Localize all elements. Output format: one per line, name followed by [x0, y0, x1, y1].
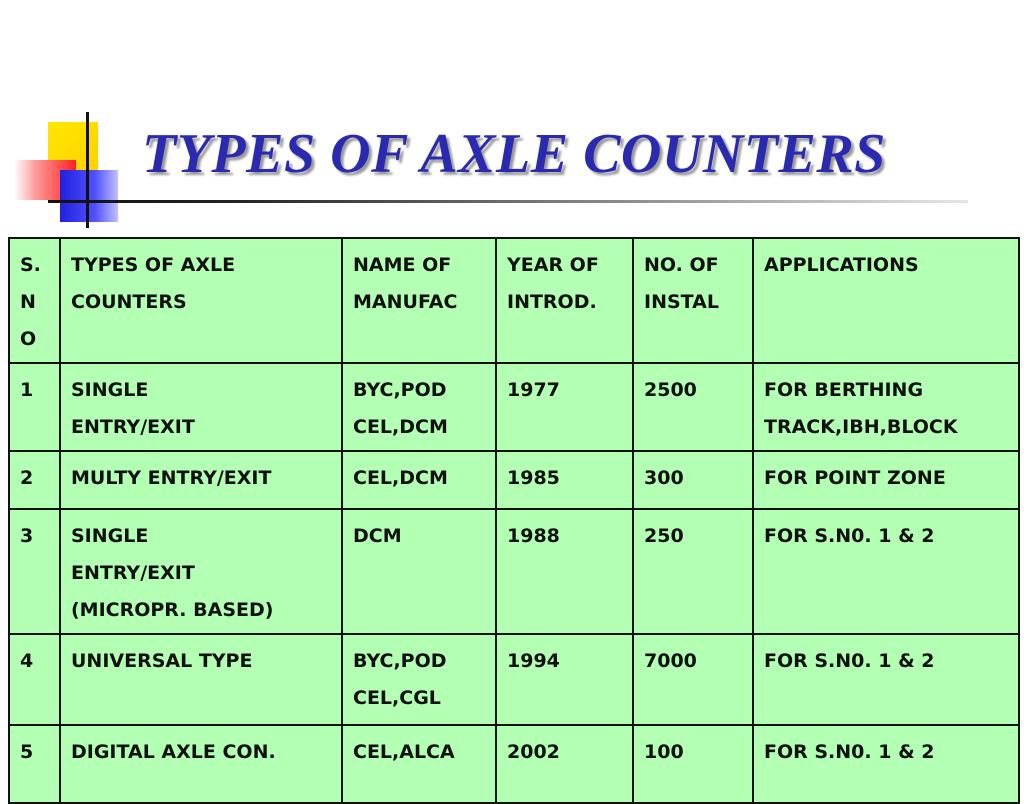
cell-type: UNIVERSAL TYPE	[60, 634, 342, 725]
cell-manufacturer: BYC,POD CEL,DCM	[342, 363, 496, 451]
cell-year: 1977	[496, 363, 633, 451]
cell-applications: FOR BERTHING TRACK,IBH,BLOCK	[753, 363, 1019, 451]
cell-type: MULTY ENTRY/EXIT	[60, 451, 342, 509]
cell-sno: 3	[9, 509, 60, 634]
cell-sno: 4	[9, 634, 60, 725]
header-type: TYPES OF AXLE COUNTERS	[60, 238, 342, 363]
cell-applications: FOR POINT ZONE	[753, 451, 1019, 509]
cell-manufacturer: BYC,POD CEL,CGL	[342, 634, 496, 725]
table-row	[9, 725, 1019, 803]
header-manufacturer: NAME OF MANUFAC	[342, 238, 496, 363]
header-sno: S. N O	[9, 238, 60, 363]
table-header-row	[9, 238, 1019, 363]
table-row	[9, 509, 1019, 634]
cell-applications: FOR S.N0. 1 & 2	[753, 634, 1019, 725]
cell-manufacturer: DCM	[342, 509, 496, 634]
cell-type: SINGLE ENTRY/EXIT (MICROPR. BASED)	[60, 509, 342, 634]
header-applications: APPLICATIONS	[753, 238, 1019, 363]
title-underline	[48, 200, 968, 203]
cell-installations: 2500	[633, 363, 753, 451]
cell-installations: 250	[633, 509, 753, 634]
cell-installations: 7000	[633, 634, 753, 725]
cell-manufacturer: CEL,DCM	[342, 451, 496, 509]
cell-year: 1985	[496, 451, 633, 509]
cell-installations: 300	[633, 451, 753, 509]
cell-installations: 100	[633, 725, 753, 803]
axle-counters-table	[8, 237, 1020, 804]
page-title: TYPES OF AXLE COUNTERS	[142, 123, 886, 185]
logo-blue-square	[60, 170, 118, 222]
cell-sno: 1	[9, 363, 60, 451]
cell-year: 1988	[496, 509, 633, 634]
cell-year: 1994	[496, 634, 633, 725]
cell-year: 2002	[496, 725, 633, 803]
logo-vertical-line	[86, 112, 89, 228]
cell-manufacturer: CEL,ALCA	[342, 725, 496, 803]
table-row	[9, 634, 1019, 725]
table-row	[9, 451, 1019, 509]
cell-applications: FOR S.N0. 1 & 2	[753, 509, 1019, 634]
cell-type: SINGLE ENTRY/EXIT	[60, 363, 342, 451]
table-row	[9, 363, 1019, 451]
cell-applications: FOR S.N0. 1 & 2	[753, 725, 1019, 803]
header-year: YEAR OF INTROD.	[496, 238, 633, 363]
cell-type: DIGITAL AXLE CON.	[60, 725, 342, 803]
cell-sno: 5	[9, 725, 60, 803]
cell-sno: 2	[9, 451, 60, 509]
header-installations: NO. OF INSTAL	[633, 238, 753, 363]
